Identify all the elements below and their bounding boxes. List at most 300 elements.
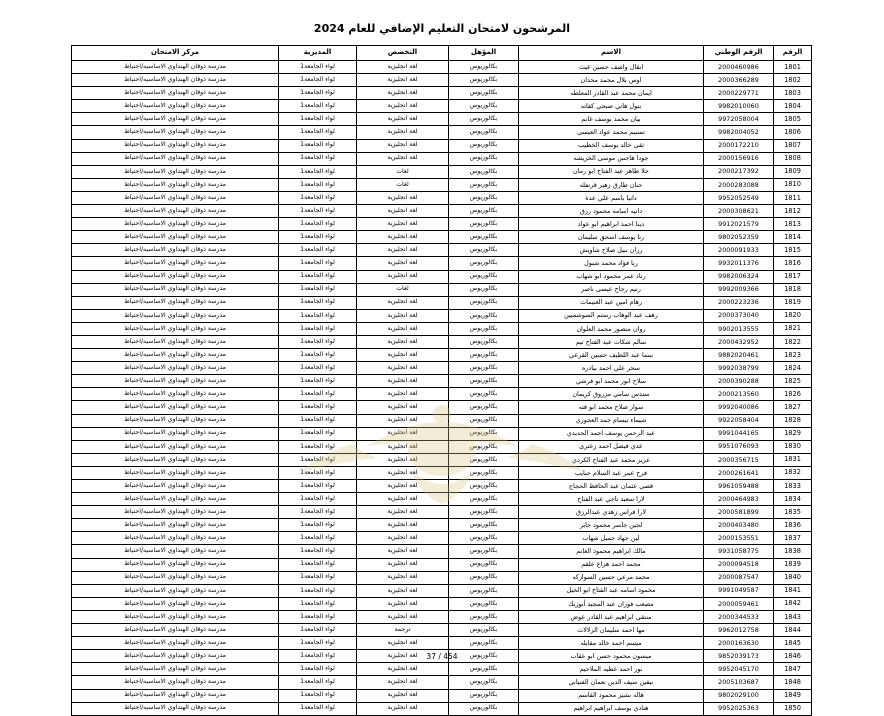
cell-center: مدرسة ذوقان الهنداوي الاساسيه/احتياط <box>72 270 279 283</box>
cell-qualification: بكالوريوس <box>449 191 519 204</box>
cell-national-id: 9952045170 <box>704 663 774 676</box>
cell-specialization: لغة انجليزية <box>357 349 449 362</box>
table-row <box>72 309 812 322</box>
cell-num: 1834 <box>774 493 812 506</box>
cell-qualification: بكالوريوس <box>449 283 519 296</box>
cell-name: لجين جاسر محمود جابر <box>519 519 704 532</box>
cell-directorate: لواء الجامعة1 <box>279 610 357 623</box>
cell-specialization: لغة انجليزية <box>357 100 449 113</box>
cell-national-id: 9852039173 <box>704 650 774 663</box>
cell-qualification: بكالوريوس <box>449 375 519 388</box>
cell-num: 1841 <box>774 584 812 597</box>
cell-num: 1822 <box>774 335 812 348</box>
table-row <box>72 270 812 283</box>
cell-national-id: 2000390288 <box>704 375 774 388</box>
cell-directorate: لواء الجامعة1 <box>279 466 357 479</box>
cell-name: عبد الرحمن يوسف احمد الحديدي <box>519 427 704 440</box>
cell-directorate: لواء الجامعة1 <box>279 335 357 348</box>
cell-num: 1829 <box>774 427 812 440</box>
cell-directorate: لواء الجامعة1 <box>279 545 357 558</box>
cell-qualification: بكالوريوس <box>449 178 519 191</box>
cell-directorate: لواء الجامعة1 <box>279 126 357 139</box>
cell-qualification: بكالوريوس <box>449 296 519 309</box>
cell-num: 1849 <box>774 689 812 702</box>
cell-national-id: 2000356715 <box>704 453 774 466</box>
cell-national-id: 9992009366 <box>704 283 774 296</box>
cell-directorate: لواء الجامعة1 <box>279 414 357 427</box>
cell-name: رنا يوسف اسحق سليمان <box>519 231 704 244</box>
cell-national-id: 2000261641 <box>704 466 774 479</box>
cell-directorate: لواء الجامعة1 <box>279 597 357 610</box>
cell-name: ثقى خالد يوسف الخطيب <box>519 139 704 152</box>
cell-num: 1820 <box>774 309 812 322</box>
cell-name: رنا فؤاد محمد شبول <box>519 257 704 270</box>
table-row <box>72 440 812 453</box>
cell-national-id: 9802052359 <box>704 231 774 244</box>
cell-num: 1848 <box>774 676 812 689</box>
cell-national-id: 9962012758 <box>704 624 774 637</box>
cell-qualification: بكالوريوس <box>449 519 519 532</box>
cell-num: 1821 <box>774 322 812 335</box>
cell-name: محمد احمد هزاع علقم <box>519 558 704 571</box>
cell-specialization: لغة انجليزية <box>357 309 449 322</box>
table-row <box>72 637 812 650</box>
cell-directorate: لواء الجامعة1 <box>279 637 357 650</box>
cell-national-id: 9952025363 <box>704 702 774 715</box>
cell-specialization: لغة انجليزية <box>357 440 449 453</box>
cell-name: هاله بشير محمود القاسم <box>519 689 704 702</box>
table-row <box>72 493 812 506</box>
cell-specialization: ترجمة <box>357 624 449 637</box>
cell-name: بيان محمد يوسف غانم <box>519 113 704 126</box>
cell-center: مدرسة ذوقان الهنداوي الاساسيه/احتياط <box>72 545 279 558</box>
cell-center: مدرسة ذوقان الهنداوي الاساسيه/احتياط <box>72 440 279 453</box>
cell-directorate: لواء الجامعة1 <box>279 283 357 296</box>
cell-specialization: لغة انجليزية <box>357 466 449 479</box>
cell-national-id: 2000344533 <box>704 610 774 623</box>
cell-national-id: 2000432952 <box>704 335 774 348</box>
cell-name: عزيز محمد عبد الفتاح الكردي <box>519 453 704 466</box>
cell-center: مدرسة ذوقان الهنداوي الاساسيه/احتياط <box>72 414 279 427</box>
cell-specialization: لغة انجليزية <box>357 126 449 139</box>
cell-qualification: بكالوريوس <box>449 218 519 231</box>
cell-name: رهام امين عبد الغنيمات <box>519 296 704 309</box>
cell-specialization: لغة انجليزية <box>357 637 449 650</box>
cell-national-id: 2000283088 <box>704 178 774 191</box>
cell-national-id: 2000094518 <box>704 558 774 571</box>
cell-name: حنان طارق زهير قرنفله <box>519 178 704 191</box>
cell-num: 1833 <box>774 480 812 493</box>
table-row <box>72 126 812 139</box>
cell-center: مدرسة ذوقان الهنداوي الاساسيه/احتياط <box>72 375 279 388</box>
cell-directorate: لواء الجامعة1 <box>279 480 357 493</box>
cell-specialization: لغة انجليزية <box>357 427 449 440</box>
cell-directorate: لواء الجامعة1 <box>279 362 357 375</box>
cell-center: مدرسة ذوقان الهنداوي الاساسيه/احتياط <box>72 139 279 152</box>
cell-name: بتول هاني صبحي كفاته <box>519 100 704 113</box>
column-header-center: مركز الامتحان <box>72 46 279 61</box>
table-row <box>72 87 812 100</box>
cell-name: دينا احمد ابراهيم ابو عواد <box>519 218 704 231</box>
cell-center: مدرسة ذوقان الهنداوي الاساسيه/احتياط <box>72 349 279 362</box>
cell-qualification: بكالوريوس <box>449 480 519 493</box>
cell-num: 1819 <box>774 296 812 309</box>
cell-qualification: بكالوريوس <box>449 584 519 597</box>
cell-directorate: لواء الجامعة1 <box>279 231 357 244</box>
cell-center: مدرسة ذوقان الهنداوي الاساسيه/احتياط <box>72 650 279 663</box>
cell-qualification: بكالوريوس <box>449 335 519 348</box>
cell-qualification: بكالوريوس <box>449 558 519 571</box>
cell-qualification: بكالوريوس <box>449 597 519 610</box>
cell-qualification: بكالوريوس <box>449 270 519 283</box>
cell-name: هنادي يوسف ابراهيم ابراهيم <box>519 702 704 715</box>
cell-num: 1844 <box>774 624 812 637</box>
cell-name: نيفين سيف الدين نعمان الفتياني <box>519 676 704 689</box>
cell-num: 1811 <box>774 191 812 204</box>
cell-specialization: لغة انجليزية <box>357 597 449 610</box>
cell-qualification: بكالوريوس <box>449 466 519 479</box>
cell-qualification: بكالوريوس <box>449 610 519 623</box>
cell-qualification: بكالوريوس <box>449 257 519 270</box>
cell-name: تسنيم محمد عواد العيسى <box>519 126 704 139</box>
cell-qualification: بكالوريوس <box>449 61 519 74</box>
cell-name: لين جهاد جميل شهاب <box>519 532 704 545</box>
cell-directorate: لواء الجامعة1 <box>279 702 357 715</box>
cell-specialization: لغة انجليزية <box>357 545 449 558</box>
cell-specialization: لغة انجليزية <box>357 689 449 702</box>
cell-name: رزان نبيل صلاح شاويش <box>519 244 704 257</box>
table-row <box>72 388 812 401</box>
table-row <box>72 296 812 309</box>
table-row <box>72 558 812 571</box>
cell-center: مدرسة ذوقان الهنداوي الاساسيه/احتياط <box>72 126 279 139</box>
cell-name: سلاح انور محمد ابو فرشي <box>519 375 704 388</box>
roster-table-container <box>0 45 884 716</box>
cell-national-id: 2000091933 <box>704 244 774 257</box>
cell-directorate: لواء الجامعة1 <box>279 401 357 414</box>
cell-num: 1814 <box>774 231 812 244</box>
cell-national-id: 2000217392 <box>704 165 774 178</box>
cell-specialization: لغة انجليزية <box>357 650 449 663</box>
cell-national-id: 9991044165 <box>704 427 774 440</box>
cell-name: جودا هاجس موسى الخريشه <box>519 152 704 165</box>
cell-center: مدرسة ذوقان الهنداوي الاساسيه/احتياط <box>72 283 279 296</box>
cell-num: 1817 <box>774 270 812 283</box>
table-row <box>72 362 812 375</box>
cell-qualification: بكالوريوس <box>449 624 519 637</box>
cell-national-id: 9952052549 <box>704 191 774 204</box>
cell-num: 1826 <box>774 388 812 401</box>
cell-directorate: لواء الجامعة1 <box>279 558 357 571</box>
cell-national-id: 9931058775 <box>704 545 774 558</box>
cell-name: ايمان محمد عبد القادر المعلطه <box>519 87 704 100</box>
cell-specialization: لغة انجليزية <box>357 663 449 676</box>
cell-qualification: بكالوريوس <box>449 244 519 257</box>
cell-directorate: لواء الجامعة1 <box>279 244 357 257</box>
cell-qualification: بكالوريوس <box>449 702 519 715</box>
cell-directorate: لواء الجامعة1 <box>279 506 357 519</box>
cell-name: اوس بلال محمد محدان <box>519 74 704 87</box>
cell-qualification: بكالوريوس <box>449 231 519 244</box>
cell-national-id: 2000223236 <box>704 296 774 309</box>
cell-specialization: لغة انجليزية <box>357 257 449 270</box>
cell-qualification: بكالوريوس <box>449 388 519 401</box>
cell-center: مدرسة ذوقان الهنداوي الاساسيه/احتياط <box>72 702 279 715</box>
cell-num: 1845 <box>774 637 812 650</box>
cell-center: مدرسة ذوقان الهنداوي الاساسيه/احتياط <box>72 663 279 676</box>
cell-directorate: لواء الجامعة1 <box>279 349 357 362</box>
cell-num: 1808 <box>774 152 812 165</box>
cell-directorate: لواء الجامعة1 <box>279 139 357 152</box>
cell-qualification: بكالوريوس <box>449 139 519 152</box>
cell-center: مدرسة ذوقان الهنداوي الاساسيه/احتياط <box>72 178 279 191</box>
cell-center: مدرسة ذوقان الهنداوي الاساسيه/احتياط <box>72 466 279 479</box>
cell-specialization: لغة انجليزية <box>357 113 449 126</box>
table-row <box>72 244 812 257</box>
cell-center: مدرسة ذوقان الهنداوي الاساسيه/احتياط <box>72 218 279 231</box>
cell-national-id: 2000366289 <box>704 74 774 87</box>
cell-num: 1840 <box>774 571 812 584</box>
cell-num: 1838 <box>774 545 812 558</box>
cell-qualification: بكالوريوس <box>449 493 519 506</box>
cell-national-id: 9902013555 <box>704 322 774 335</box>
cell-national-id: 2000373040 <box>704 309 774 322</box>
table-row <box>72 191 812 204</box>
cell-directorate: لواء الجامعة1 <box>279 388 357 401</box>
cell-national-id: 2000087547 <box>704 571 774 584</box>
cell-specialization: لغة انجليزية <box>357 532 449 545</box>
cell-national-id: 2000153551 <box>704 532 774 545</box>
cell-name: ميسون محمود حسن ابو عقاب <box>519 650 704 663</box>
cell-center: مدرسة ذوقان الهنداوي الاساسيه/احتياط <box>72 335 279 348</box>
cell-directorate: لواء الجامعة1 <box>279 493 357 506</box>
table-row <box>72 545 812 558</box>
cell-national-id: 2000581899 <box>704 506 774 519</box>
cell-national-id: 2000308621 <box>704 205 774 218</box>
table-row <box>72 519 812 532</box>
cell-num: 1842 <box>774 597 812 610</box>
cell-directorate: لواء الجامعة1 <box>279 270 357 283</box>
cell-num: 1828 <box>774 414 812 427</box>
cell-num: 1823 <box>774 349 812 362</box>
cell-directorate: لواء الجامعة1 <box>279 309 357 322</box>
column-header-specialization: التخصص <box>357 46 449 61</box>
table-row <box>72 283 812 296</box>
table-row <box>72 139 812 152</box>
page-footer: 37 / 454 <box>426 652 458 661</box>
cell-num: 1831 <box>774 453 812 466</box>
cell-name: لارا سعيد ناجي عبد الفتاح <box>519 493 704 506</box>
cell-name: فرح عمر عبد السلام حبايب <box>519 466 704 479</box>
cell-directorate: لواء الجامعة1 <box>279 584 357 597</box>
cell-qualification: بكالوريوس <box>449 87 519 100</box>
cell-specialization: لغة انجليزية <box>357 205 449 218</box>
cell-qualification: بكالوريوس <box>449 113 519 126</box>
cell-qualification: بكالوريوس <box>449 663 519 676</box>
cell-specialization: لغة انجليزية <box>357 231 449 244</box>
table-row <box>72 427 812 440</box>
table-row <box>72 349 812 362</box>
cell-directorate: لواء الجامعة1 <box>279 453 357 466</box>
cell-qualification: بكالوريوس <box>449 401 519 414</box>
table-row <box>72 624 812 637</box>
cell-specialization: لغة انجليزية <box>357 453 449 466</box>
table-row <box>72 165 812 178</box>
cell-specialization: لغة انجليزية <box>357 362 449 375</box>
cell-center: مدرسة ذوقان الهنداوي الاساسيه/احتياط <box>72 637 279 650</box>
table-row <box>72 506 812 519</box>
cell-directorate: لواء الجامعة1 <box>279 100 357 113</box>
table-row <box>72 480 812 493</box>
cell-name: دانيا باسم علي عدة <box>519 191 704 204</box>
candidates-table <box>71 45 812 716</box>
cell-specialization: لغة انجليزية <box>357 335 449 348</box>
cell-center: مدرسة ذوقان الهنداوي الاساسيه/احتياط <box>72 584 279 597</box>
cell-num: 1832 <box>774 466 812 479</box>
cell-qualification: بكالوريوس <box>449 100 519 113</box>
table-row <box>72 205 812 218</box>
cell-directorate: لواء الجامعة1 <box>279 689 357 702</box>
cell-num: 1824 <box>774 362 812 375</box>
cell-qualification: بكالوريوس <box>449 637 519 650</box>
table-row <box>72 466 812 479</box>
table-row <box>72 702 812 715</box>
cell-specialization: لغة انجليزية <box>357 296 449 309</box>
cell-national-id: 9992040086 <box>704 401 774 414</box>
cell-directorate: لواء الجامعة1 <box>279 165 357 178</box>
cell-center: مدرسة ذوقان الهنداوي الاساسيه/احتياط <box>72 296 279 309</box>
cell-directorate: لواء الجامعة1 <box>279 61 357 74</box>
cell-center: مدرسة ذوقان الهنداوي الاساسيه/احتياط <box>72 597 279 610</box>
cell-center: مدرسة ذوقان الهنداوي الاساسيه/احتياط <box>72 689 279 702</box>
cell-qualification: بكالوريوس <box>449 453 519 466</box>
cell-center: مدرسة ذوقان الهنداوي الاساسيه/احتياط <box>72 309 279 322</box>
cell-national-id: 9912021579 <box>704 218 774 231</box>
cell-directorate: لواء الجامعة1 <box>279 532 357 545</box>
table-row <box>72 597 812 610</box>
cell-national-id: 9982004052 <box>704 126 774 139</box>
cell-directorate: لواء الجامعة1 <box>279 322 357 335</box>
cell-center: مدرسة ذوقان الهنداوي الاساسيه/احتياط <box>72 322 279 335</box>
cell-center: مدرسة ذوقان الهنداوي الاساسيه/احتياط <box>72 453 279 466</box>
table-header-row <box>72 46 812 61</box>
table-row <box>72 100 812 113</box>
cell-center: مدرسة ذوقان الهنداوي الاساسيه/احتياط <box>72 676 279 689</box>
cell-directorate: لواء الجامعة1 <box>279 427 357 440</box>
cell-national-id: 9991049587 <box>704 584 774 597</box>
cell-center: مدرسة ذوقان الهنداوي الاساسيه/احتياط <box>72 493 279 506</box>
cell-national-id: 9982006324 <box>704 270 774 283</box>
cell-national-id: 2000059461 <box>704 597 774 610</box>
column-header-qualification: المؤهل <box>449 46 519 61</box>
cell-qualification: بكالوريوس <box>449 440 519 453</box>
table-row <box>72 231 812 244</box>
cell-directorate: لواء الجامعة1 <box>279 676 357 689</box>
cell-national-id: 9882020461 <box>704 349 774 362</box>
cell-specialization: لغة انجليزية <box>357 610 449 623</box>
table-row <box>72 414 812 427</box>
cell-center: مدرسة ذوقان الهنداوي الاساسيه/احتياط <box>72 610 279 623</box>
cell-directorate: لواء الجامعة1 <box>279 663 357 676</box>
cell-specialization: لغة انجليزية <box>357 702 449 715</box>
cell-name: مصعب فوزان عبد المجيد أبوزيك <box>519 597 704 610</box>
cell-directorate: لواء الجامعة1 <box>279 74 357 87</box>
cell-specialization: لغة انجليزية <box>357 322 449 335</box>
cell-center: مدرسة ذوقان الهنداوي الاساسيه/احتياط <box>72 244 279 257</box>
cell-center: مدرسة ذوقان الهنداوي الاساسيه/احتياط <box>72 571 279 584</box>
table-row <box>72 257 812 270</box>
cell-national-id: 2000213560 <box>704 388 774 401</box>
cell-directorate: لواء الجامعة1 <box>279 296 357 309</box>
cell-specialization: لغة انجليزية <box>357 493 449 506</box>
cell-name: مالك ابراهيم محمود الغانم <box>519 545 704 558</box>
cell-name: سحر علي احمد بيادره <box>519 362 704 375</box>
cell-num: 1850 <box>774 702 812 715</box>
cell-center: مدرسة ذوقان الهنداوي الاساسيه/احتياط <box>72 74 279 87</box>
cell-directorate: لواء الجامعة1 <box>279 205 357 218</box>
table-header <box>72 46 812 61</box>
cell-qualification: بكالوريوس <box>449 126 519 139</box>
cell-num: 1830 <box>774 440 812 453</box>
cell-national-id: 2000464983 <box>704 493 774 506</box>
cell-num: 1816 <box>774 257 812 270</box>
cell-num: 1843 <box>774 610 812 623</box>
cell-name: شيماء نيسام حمد العجوري <box>519 414 704 427</box>
cell-specialization: لغة انجليزية <box>357 506 449 519</box>
cell-qualification: بكالوريوس <box>449 322 519 335</box>
table-row <box>72 610 812 623</box>
cell-qualification: بكالوريوس <box>449 689 519 702</box>
cell-specialization: لغة انجليزية <box>357 87 449 100</box>
cell-directorate: لواء الجامعة1 <box>279 519 357 532</box>
cell-specialization: لغات <box>357 165 449 178</box>
cell-num: 1813 <box>774 218 812 231</box>
cell-directorate: لواء الجامعة1 <box>279 571 357 584</box>
cell-num: 1847 <box>774 663 812 676</box>
cell-specialization: لغة انجليزية <box>357 74 449 87</box>
cell-directorate: لواء الجامعة1 <box>279 87 357 100</box>
cell-num: 1839 <box>774 558 812 571</box>
cell-national-id: 2000163630 <box>704 637 774 650</box>
cell-specialization: لغة انجليزية <box>357 401 449 414</box>
cell-directorate: لواء الجامعة1 <box>279 178 357 191</box>
cell-specialization: لغة انجليزية <box>357 414 449 427</box>
cell-directorate: لواء الجامعة1 <box>279 257 357 270</box>
cell-num: 1818 <box>774 283 812 296</box>
cell-center: مدرسة ذوقان الهنداوي الاساسيه/احتياط <box>72 480 279 493</box>
cell-num: 1837 <box>774 532 812 545</box>
cell-center: مدرسة ذوقان الهنداوي الاساسيه/احتياط <box>72 191 279 204</box>
table-row <box>72 61 812 74</box>
cell-qualification: بكالوريوس <box>449 545 519 558</box>
cell-center: مدرسة ذوقان الهنداوي الاساسيه/احتياط <box>72 152 279 165</box>
cell-name: سما عبد اللطيف حسين القرعي <box>519 349 704 362</box>
cell-national-id: 2005103687 <box>704 676 774 689</box>
table-row <box>72 74 812 87</box>
cell-specialization: لغة انجليزية <box>357 375 449 388</box>
cell-num: 1804 <box>774 100 812 113</box>
cell-name: نور احمد عطيه الملاحيم <box>519 663 704 676</box>
cell-specialization: لغة انجليزية <box>357 244 449 257</box>
cell-specialization: لغة انجليزية <box>357 152 449 165</box>
cell-specialization: لغة انجليزية <box>357 139 449 152</box>
cell-specialization: لغة انجليزية <box>357 270 449 283</box>
cell-directorate: لواء الجامعة1 <box>279 191 357 204</box>
cell-specialization: لغة انجليزية <box>357 480 449 493</box>
cell-national-id: 2000156916 <box>704 152 774 165</box>
cell-name: ميسم احمد خالد مقابله <box>519 637 704 650</box>
cell-national-id: 9972058004 <box>704 113 774 126</box>
